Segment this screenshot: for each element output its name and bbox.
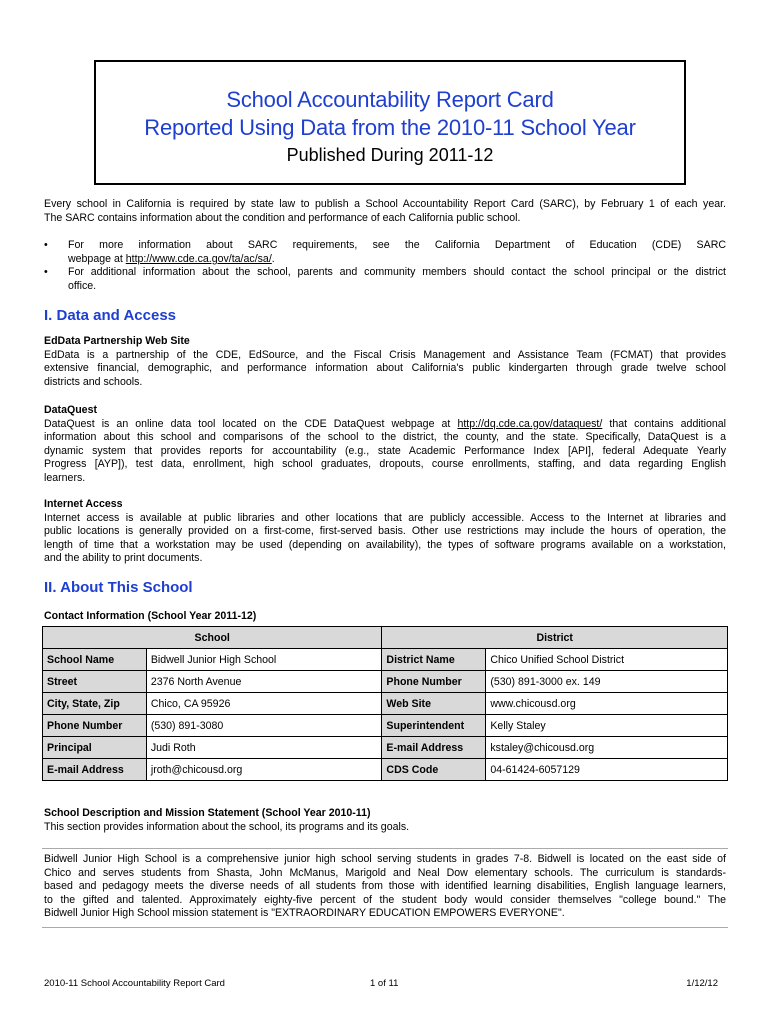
internet-line: and the ability to print documents. <box>44 552 203 565</box>
description-line: based and pedagogy meets the diverse needs of all students from those with identified learning disabilities, English language learners, <box>44 880 726 893</box>
eddata-block <box>44 335 726 389</box>
published-line: Published During 2011-12 <box>286 145 494 165</box>
district-label: Web Site <box>382 693 486 715</box>
school-value: jroth@chicousd.org <box>146 759 382 781</box>
table-row <box>43 759 728 781</box>
description-line: Bidwell Junior High School mission statement is "EXTRAORDINARY EDUCATION EMPOWERS EVERYONE". <box>44 907 565 920</box>
school-label: School Name <box>43 649 147 671</box>
dataquest-line: Progress [AYP]), test data, enrollment, high school graduates, dropouts, course enrollments, staffing, and data regarding English <box>44 458 726 471</box>
school-value: Chico, CA 95926 <box>146 693 382 715</box>
internet-block <box>44 498 726 566</box>
table-header-row <box>43 627 728 649</box>
bullet-item <box>44 239 726 267</box>
district-value: Chico Unified School District <box>486 649 728 671</box>
school-description-box <box>42 848 728 928</box>
school-column-header: School <box>43 627 382 649</box>
footer-report-name: 2010-11 School Accountability Report Card <box>44 978 225 989</box>
district-label: Phone Number <box>382 671 486 693</box>
bullet-punct: . <box>271 252 275 265</box>
report-title: School Accountability Report Card <box>226 87 554 112</box>
table-row <box>43 649 728 671</box>
dataquest-line: learners. <box>44 471 86 484</box>
district-label: Superintendent <box>382 715 486 737</box>
intro-paragraph <box>44 198 726 225</box>
contact-table <box>42 626 728 781</box>
report-subtitle: Reported Using Data from the 2010-11 School Year <box>144 115 636 140</box>
district-value: Kelly Staley <box>486 715 728 737</box>
district-value: 04-61424-6057129 <box>486 759 728 781</box>
contact-info-title: Contact Information (School Year 2011-12) <box>44 610 257 622</box>
school-label: City, State, Zip <box>43 693 147 715</box>
section-heading-about-school: II. About This School <box>44 579 193 596</box>
bullet-line: For more information about SARC requirements, see the California Department of Education (CDE) SARC <box>68 239 726 251</box>
bullet-item <box>44 266 726 294</box>
mission-title: School Description and Mission Statement (School Year 2010-11) <box>44 807 371 819</box>
school-value: Judi Roth <box>146 737 382 759</box>
district-value: (530) 891-3000 ex. 149 <box>486 671 728 693</box>
eddata-title: EdData Partnership Web Site <box>44 335 190 347</box>
school-label: E-mail Address <box>43 759 147 781</box>
description-line: Bidwell Junior High School is a comprehensive junior high school serving students in grades 7-8. Bidwell is located on the east side of <box>44 853 726 865</box>
title-box <box>94 60 686 185</box>
district-label: E-mail Address <box>382 737 486 759</box>
school-label: Phone Number <box>43 715 147 737</box>
district-label: District Name <box>382 649 486 671</box>
school-description <box>44 853 726 921</box>
bullet-icon: • <box>44 266 48 278</box>
bullet-line: For additional information about the school, parents and community members should contact the school principal or the district <box>68 266 726 278</box>
intro-line-1: Every school in California is required by state law to publish a School Accountability Report Card (SARC), by February 1 of each year. <box>44 198 726 210</box>
school-label: Principal <box>43 737 147 759</box>
internet-line: Internet access is available at public libraries and other locations that are publicly accessible. Access to the Internet at libraries and <box>44 511 726 524</box>
eddata-line: EdData is a partnership of the CDE, EdSource, and the Fiscal Crisis Management and Assistance Team (FCMAT) that provides <box>44 348 726 361</box>
bullet-line: webpage at <box>68 252 126 265</box>
sarc-link[interactable]: http://www.cde.ca.gov/ta/ac/sa/ <box>125 252 272 265</box>
table-row <box>43 693 728 715</box>
district-label: CDS Code <box>382 759 486 781</box>
internet-line: public locations is generally provided on a first-come, first-served basis. Other use restrictions may include the hours of operation, the <box>44 525 726 538</box>
dataquest-title: DataQuest <box>44 404 97 416</box>
footer-page-number: 1 of 11 <box>370 978 399 989</box>
section-heading-data-access: I. Data and Access <box>44 307 177 324</box>
district-value: kstaley@chicousd.org <box>486 737 728 759</box>
school-label: Street <box>43 671 147 693</box>
district-column-header: District <box>382 627 728 649</box>
school-value: 2376 North Avenue <box>146 671 382 693</box>
eddata-line: districts and schools. <box>44 375 143 388</box>
description-line: Chico and serves students from Shasta, John McManus, Marigold and Neal Dow elementary schools. The curriculum is standards- <box>44 866 726 879</box>
internet-line: length of time that a workstation may be used (depending on availability), the types of software programs available on a workstation, <box>44 538 726 551</box>
description-line: to the gifted and talented. Approximately eighty-five percent of the student body would consider themselves "college bound." The <box>44 893 726 906</box>
dataquest-line: information about this school and comparisons of the school to the district, the county, and the state. Specifically, DataQuest is a <box>44 431 726 444</box>
school-value: Bidwell Junior High School <box>146 649 382 671</box>
internet-title: Internet Access <box>44 498 123 510</box>
eddata-line: extensive financial, demographic, and performance information about California's public kindergarten through grade twelve school <box>44 362 726 375</box>
table-row <box>43 737 728 759</box>
dataquest-line: dynamic system that provides reports for accountability (e.g., state Academic Performance Index [API], federal Adequate Yearly <box>44 444 726 457</box>
table-row <box>43 715 728 737</box>
district-value: www.chicousd.org <box>486 693 728 715</box>
intro-line-2: The SARC contains information about the condition and performance of each California public school. <box>44 211 521 224</box>
dataquest-block <box>44 404 726 486</box>
dataquest-line: DataQuest is an online data tool located on the CDE DataQuest webpage at <box>44 417 458 430</box>
dataquest-link[interactable]: http://dq.cde.ca.gov/dataquest/ <box>457 417 603 430</box>
table-row <box>43 671 728 693</box>
dataquest-line: that contains additional <box>602 417 727 430</box>
bullet-icon: • <box>44 239 48 251</box>
bullet-line: office. <box>68 279 97 292</box>
school-value: (530) 891-3080 <box>146 715 382 737</box>
mission-subtitle: This section provides information about the school, its programs and its goals. <box>44 820 410 833</box>
mission-heading-block <box>44 807 726 834</box>
footer-date: 1/12/12 <box>686 978 718 989</box>
